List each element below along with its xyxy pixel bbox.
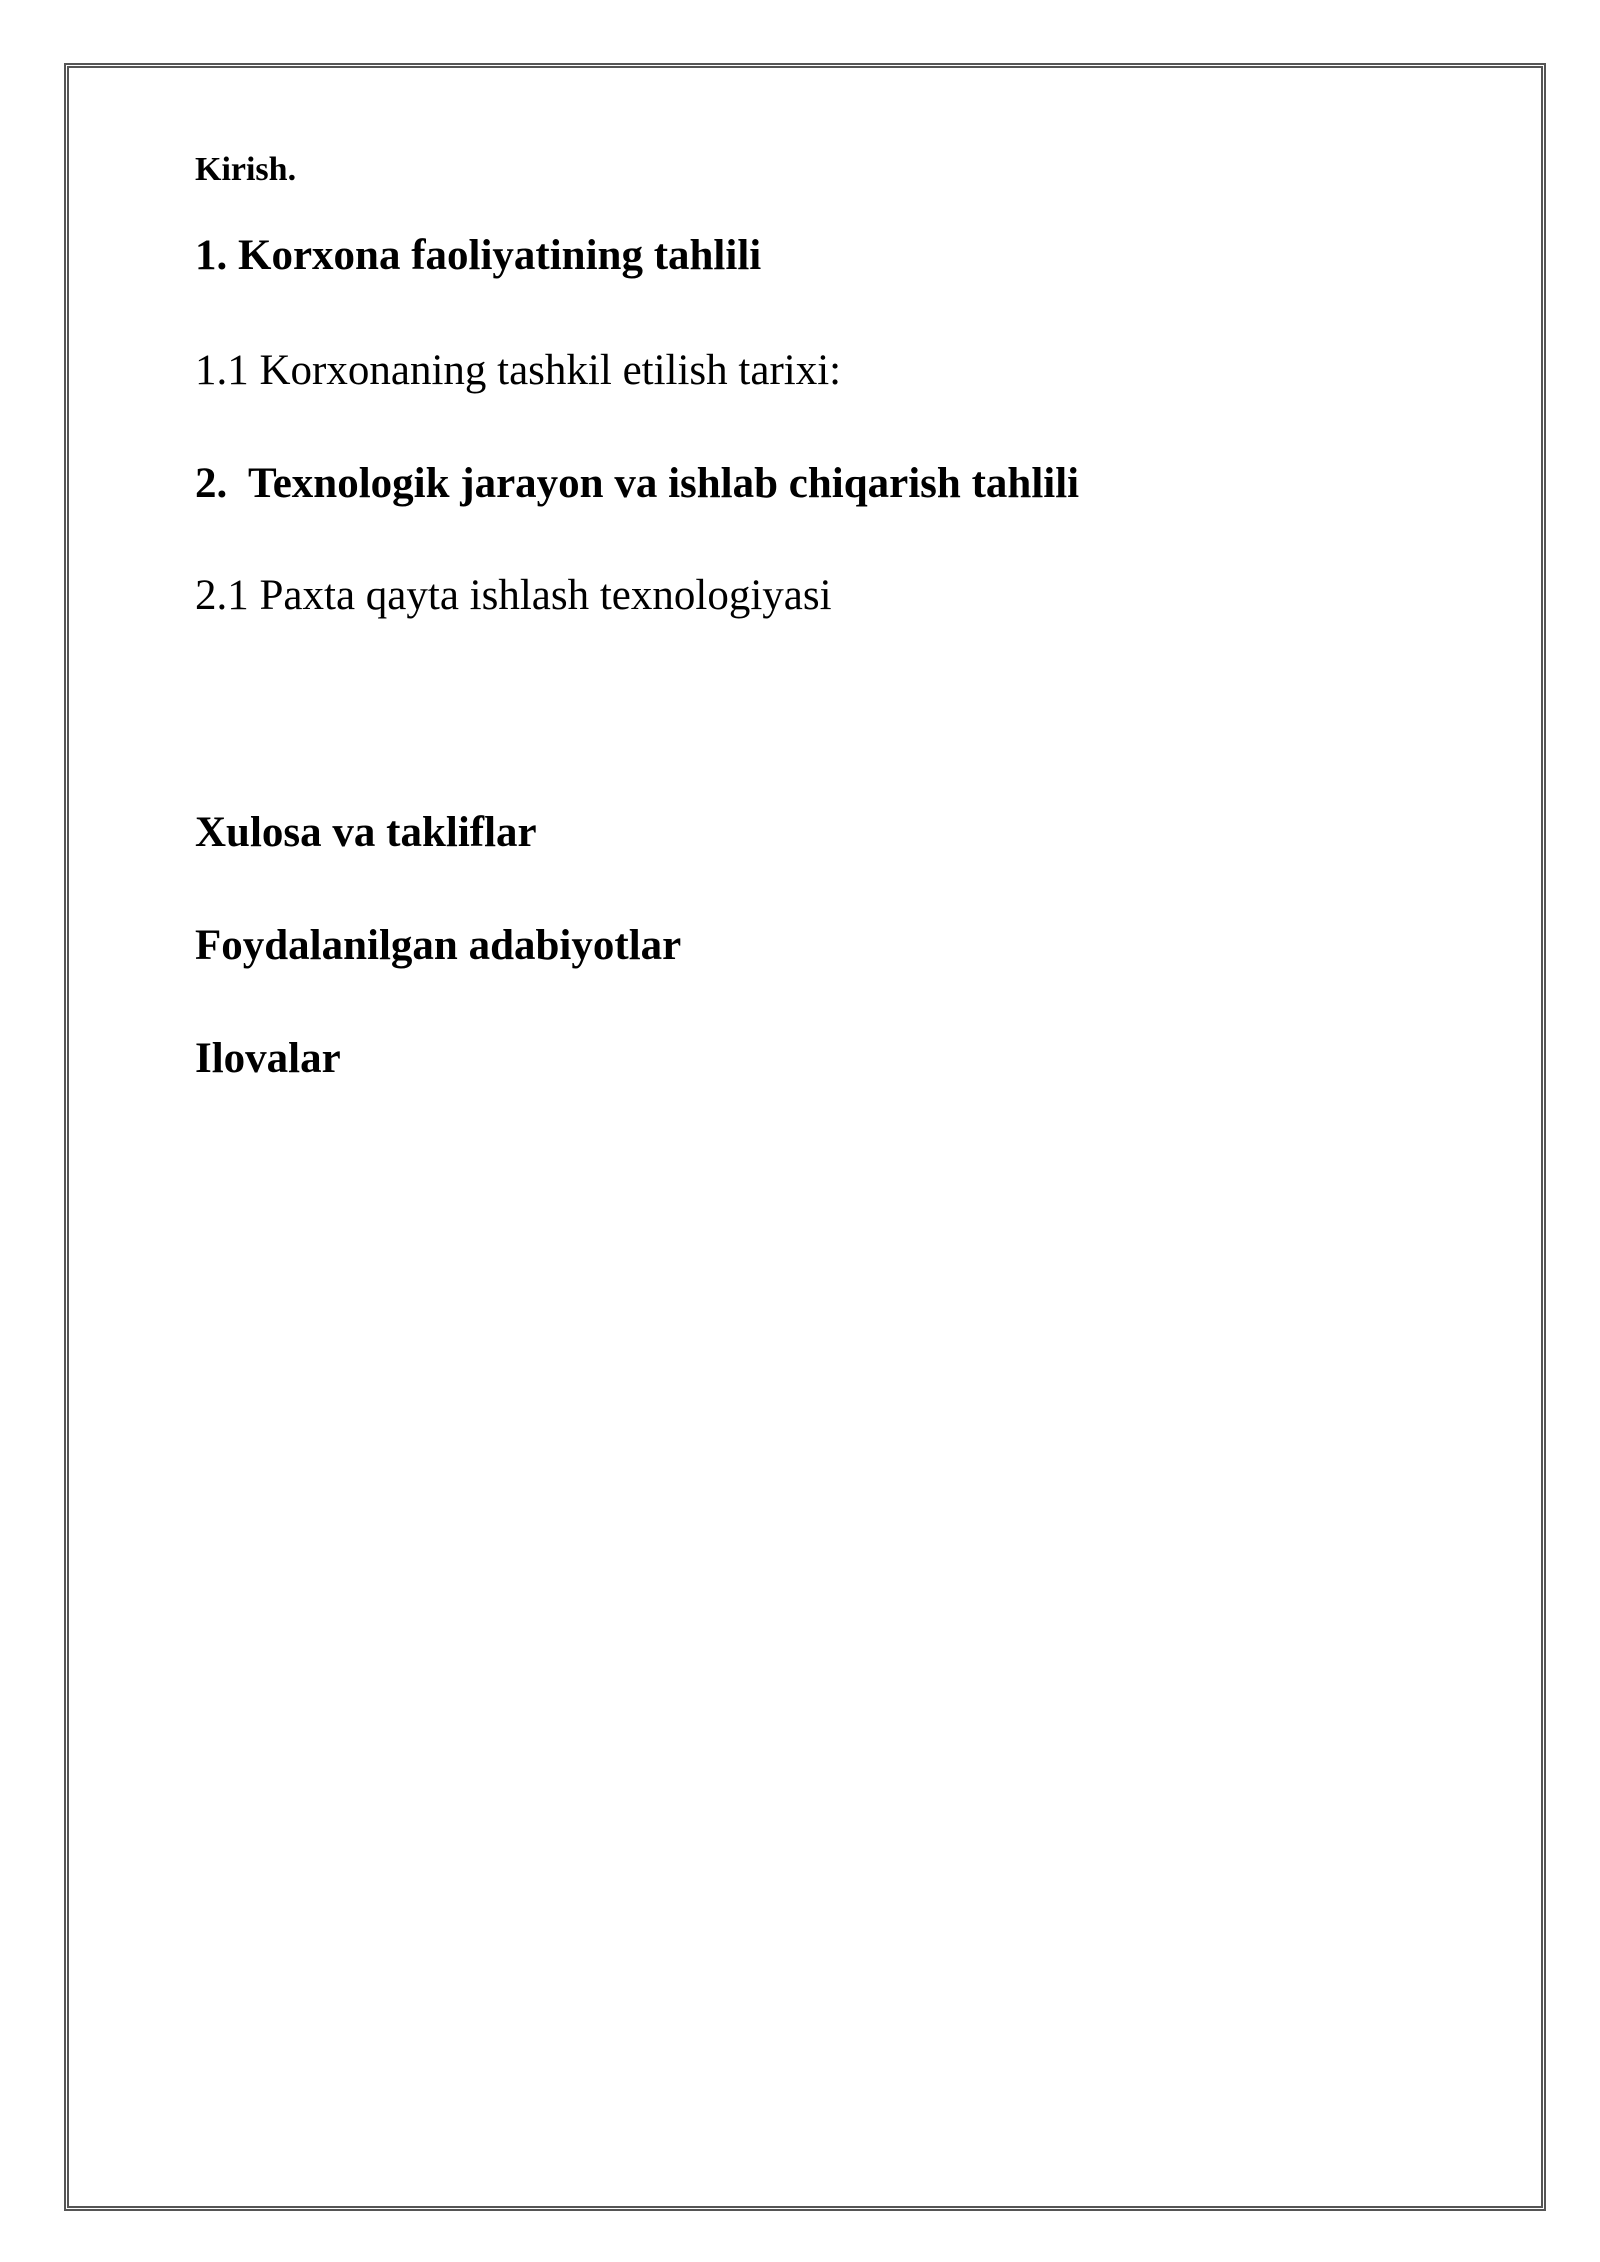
toc-section-1-1: 1.1 Korxonaning tashkil etilish tarixi: [195, 347, 842, 394]
toc-intro: Kirish. [195, 151, 297, 188]
toc-conclusion: Xulosa va takliflar [195, 809, 537, 856]
toc-references: Foydalanilgan adabiyotlar [195, 922, 682, 969]
toc-chapter-1-title: 1. Korxona faoliyatining tahlili [195, 232, 762, 279]
toc-chapter-2-title: 2. Texnologik jarayon va ishlab chiqarish tahlili [195, 460, 1080, 507]
toc-section-2-1: 2.1 Paxta qayta ishlash texnologiyasi [195, 572, 832, 619]
toc-appendices: Ilovalar [195, 1035, 341, 1082]
